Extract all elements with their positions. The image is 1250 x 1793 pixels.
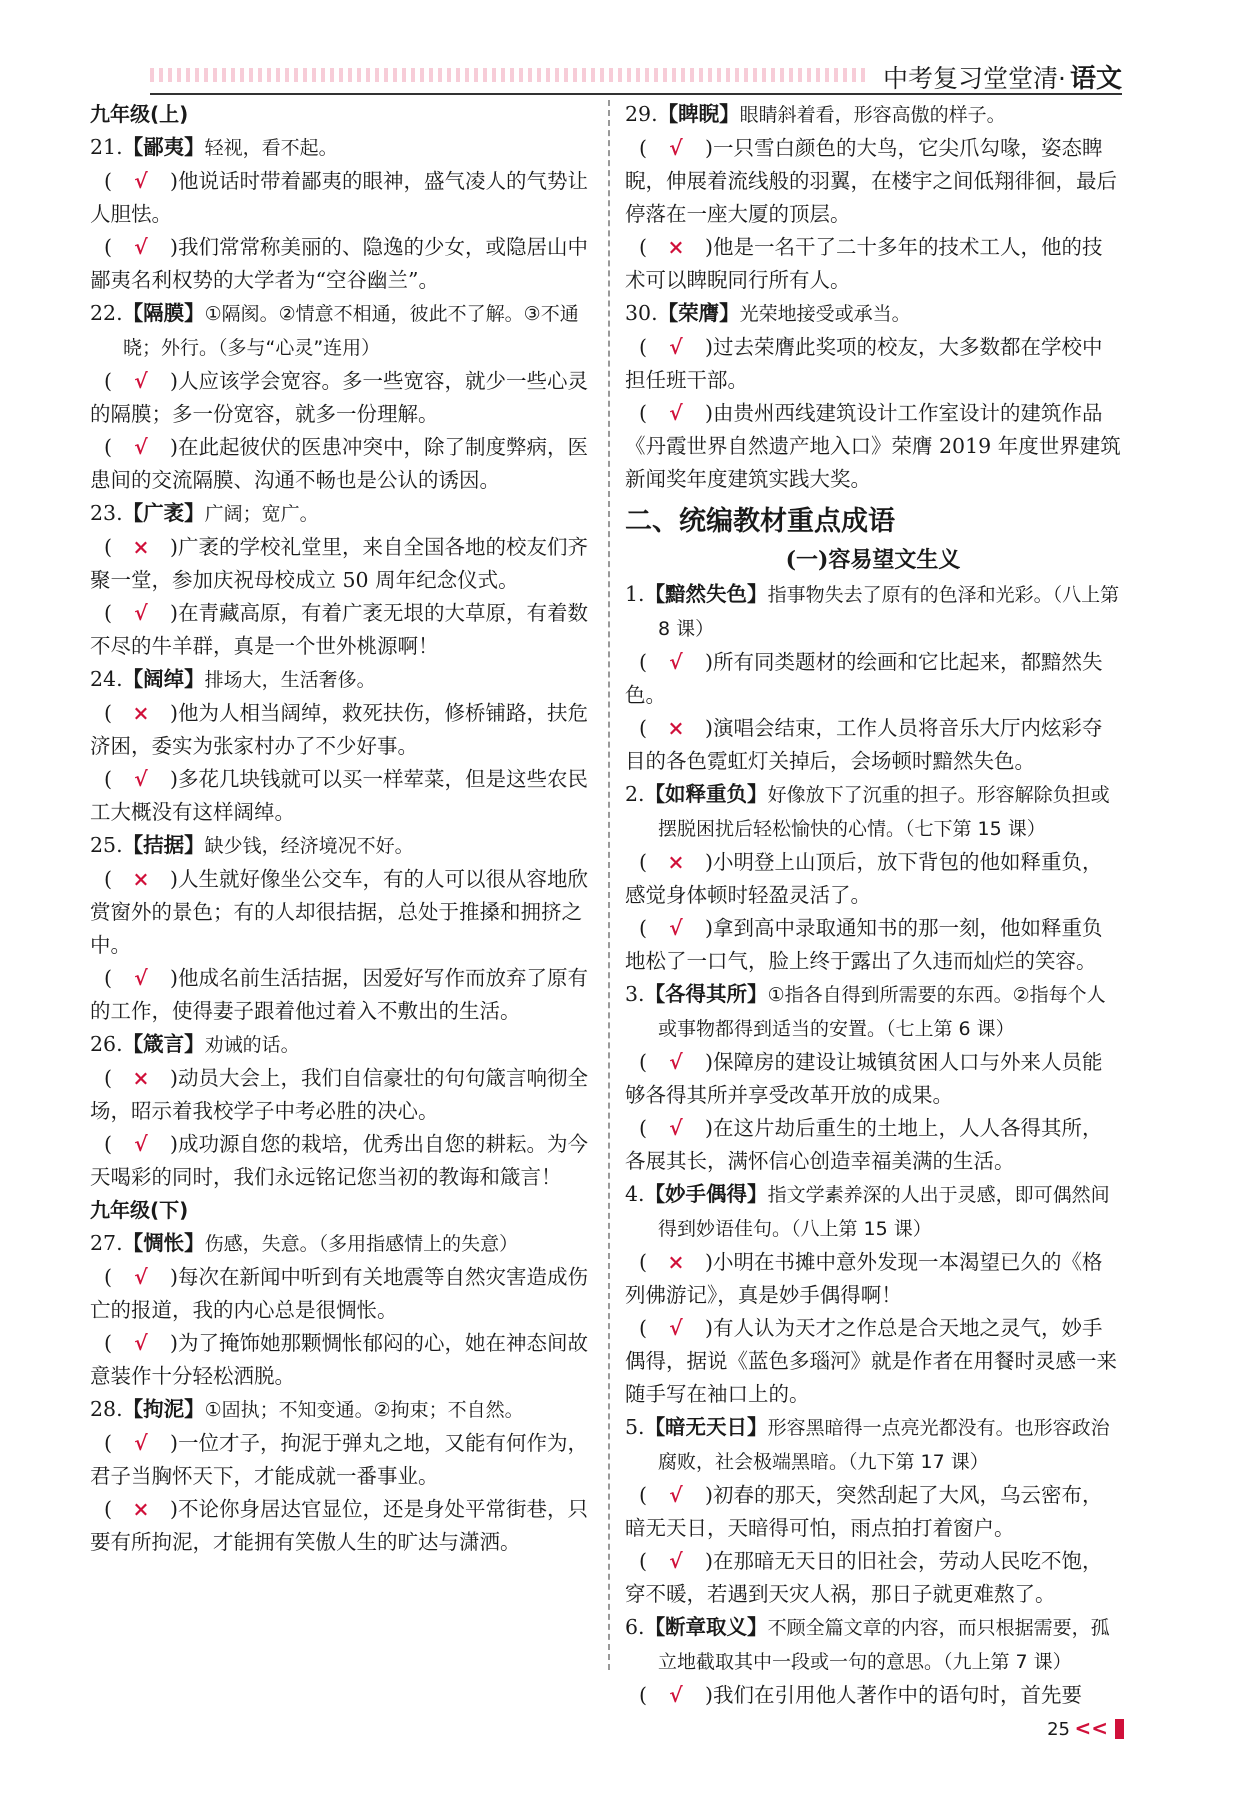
example-sentence (625, 1479, 1121, 1545)
idiom-entry (625, 98, 1121, 132)
entry-number: 25. (90, 833, 123, 857)
example-sentence (625, 846, 1121, 912)
example-sentence (90, 763, 602, 829)
idiom-term: 【荣膺】 (657, 301, 740, 325)
example-sentence (625, 1112, 1121, 1178)
idiom-definition: 广阔；宽广。 (204, 503, 319, 525)
idiom-term: 【鄙夷】 (122, 135, 205, 159)
example-text: 在青藏高原，有着广袤无垠的大草原，有着数不尽的牛羊群，真是一个世外桃源啊！ (90, 601, 588, 658)
example-sentence (625, 331, 1121, 397)
check-mark-icon: √ (134, 369, 148, 393)
entry-number: 28. (90, 1397, 123, 1421)
example-sentence (625, 1046, 1121, 1112)
example-sentence (90, 431, 602, 497)
answer-paren: ( √ ) (639, 1316, 713, 1340)
answer-paren: ( √ ) (104, 966, 178, 990)
cross-mark-icon: × (132, 867, 150, 891)
idiom-term: 【暗无天日】 (644, 1415, 768, 1439)
cross-mark-icon: × (132, 1066, 150, 1090)
entry-number: 29. (625, 102, 658, 126)
answer-paren: ( √ ) (639, 650, 713, 674)
example-sentence (625, 712, 1121, 778)
example-sentence (90, 597, 602, 663)
check-mark-icon: √ (669, 335, 683, 359)
entry-number: 6. (625, 1615, 645, 1639)
answer-paren: ( √ ) (639, 1683, 713, 1707)
page-arrows-icon: << (1074, 1716, 1108, 1740)
grade-heading: 九年级(上) (90, 102, 189, 126)
idiom-definition: 指事物失去了原有的色泽和光彩。（八上第 8 课） (658, 584, 1120, 640)
answer-paren: ( √ ) (104, 767, 178, 791)
example-sentence (625, 646, 1121, 712)
idiom-entry (90, 297, 602, 365)
idiom-entry (90, 497, 602, 531)
example-sentence (90, 231, 602, 297)
idiom-definition: 好像放下了沉重的担子。形容解除负担或摆脱困扰后轻松愉快的心情。（七下第 15 课） (658, 784, 1110, 840)
header-decoration (150, 68, 870, 82)
answer-paren: ( √ ) (104, 1431, 178, 1455)
example-text: 人应该学会宽容。多一些宽容，就少一些心灵的隔膜；多一份宽容，就多一份理解。 (90, 369, 588, 426)
answer-paren: ( √ ) (639, 335, 713, 359)
idiom-entry (90, 663, 602, 697)
page-tab-marker (1115, 1719, 1124, 1739)
header-dot: · (1058, 64, 1066, 93)
check-mark-icon: √ (134, 235, 148, 259)
answer-paren: ( √ ) (104, 369, 178, 393)
cross-mark-icon: × (667, 850, 685, 874)
answer-paren: ( × ) (104, 1066, 178, 1090)
idiom-term: 【妙手偶得】 (644, 1182, 768, 1206)
idiom-definition: ①固执；不知变通。②拘束；不自然。 (204, 1399, 524, 1421)
answer-paren: ( × ) (639, 1250, 713, 1274)
answer-paren: ( × ) (104, 535, 178, 559)
answer-paren: ( √ ) (639, 136, 713, 160)
example-sentence (625, 1679, 1121, 1712)
example-sentence (625, 397, 1121, 496)
answer-paren: ( × ) (104, 867, 178, 891)
idiom-term: 【黯然失色】 (644, 582, 768, 606)
example-text: 不论你身居达官显位，还是身处平常街巷，只要有所拘泥，才能拥有笑傲人生的旷达与潇洒。 (90, 1497, 588, 1554)
example-sentence (90, 1261, 602, 1327)
example-sentence (625, 1312, 1121, 1411)
idiom-term: 【拘泥】 (122, 1397, 205, 1421)
example-text: 保障房的建设让城镇贫困人口与外来人员能够各得其所并享受改革开放的成果。 (625, 1050, 1103, 1107)
answer-paren: ( √ ) (104, 1132, 178, 1156)
idiom-entry (90, 131, 602, 165)
example-text: 我们在引用他人著作中的语句时，首先要 (713, 1683, 1082, 1707)
idiom-definition: 眼睛斜着看，形容高傲的样子。 (739, 104, 1006, 126)
answer-paren: ( √ ) (104, 1265, 178, 1289)
answer-paren: ( √ ) (639, 1116, 713, 1140)
check-mark-icon: √ (669, 1683, 683, 1707)
example-sentence (90, 1128, 602, 1194)
entry-number: 27. (90, 1231, 123, 1255)
subsection-title: (一)容易望文生义 (785, 547, 961, 573)
entry-number: 3. (625, 982, 645, 1006)
answer-paren: ( √ ) (639, 1549, 713, 1573)
check-mark-icon: √ (669, 1483, 683, 1507)
example-text: 演唱会结束，工作人员将音乐大厅内炫彩夺目的各色霓虹灯关掉后，会场顿时黯然失色。 (625, 716, 1103, 773)
example-text: 小明在书摊中意外发现一本渴望已久的《格列佛游记》，真是妙手偶得啊！ (625, 1250, 1103, 1307)
answer-paren: ( × ) (639, 716, 713, 740)
example-sentence (90, 962, 602, 1028)
idiom-entry (90, 1227, 602, 1261)
example-sentence (90, 697, 602, 763)
answer-paren: ( × ) (639, 235, 713, 259)
example-text: 在这片劫后重生的土地上，人人各得其所，各展其长，满怀信心创造幸福美满的生活。 (625, 1116, 1103, 1173)
cross-mark-icon: × (132, 535, 150, 559)
idiom-entry (90, 1393, 602, 1427)
left-column (90, 98, 602, 1559)
header-rule (150, 93, 1122, 95)
example-text: 小明登上山顶后，放下背包的他如释重负，感觉身体顿时轻盈灵活了。 (625, 850, 1103, 907)
entry-number: 22. (90, 301, 123, 325)
example-text: 广袤的学校礼堂里，来自全国各地的校友们齐聚一堂，参加庆祝母校成立 50 周年纪念仪式。 (90, 535, 588, 592)
idiom-definition: 指文学素养深的人出于灵感，即可偶然间得到妙语佳句。（八上第 15 课） (658, 1184, 1110, 1240)
idiom-term: 【箴言】 (122, 1032, 205, 1056)
example-sentence (90, 1493, 602, 1559)
example-text: 人生就好像坐公交车，有的人可以很从容地欣赏窗外的景色；有的人却很拮据，总处于推搡和拥挤之中。 (90, 867, 588, 957)
example-text: 他是一名干了二十多年的技术工人，他的技术可以睥睨同行所有人。 (625, 235, 1103, 292)
example-sentence (90, 1427, 602, 1493)
example-text: 过去荣膺此奖项的校友，大多数都在学校中担任班干部。 (625, 335, 1103, 392)
entry-number: 5. (625, 1415, 645, 1439)
check-mark-icon: √ (134, 435, 148, 459)
entry-number: 30. (625, 301, 658, 325)
cross-mark-icon: × (667, 235, 685, 259)
example-sentence (625, 912, 1121, 978)
right-column (625, 98, 1121, 1712)
check-mark-icon: √ (669, 1549, 683, 1573)
answer-paren: ( √ ) (104, 169, 178, 193)
check-mark-icon: √ (669, 650, 683, 674)
idiom-entry (90, 829, 602, 863)
grade-heading: 九年级(下) (90, 1198, 189, 1222)
cross-mark-icon: × (667, 716, 685, 740)
example-sentence (625, 1545, 1121, 1611)
idiom-entry (625, 297, 1121, 331)
idiom-entry (625, 778, 1121, 846)
example-text: 初春的那天，突然刮起了大风，乌云密布，暗无天日，天暗得可怕，雨点拍打着窗户。 (625, 1483, 1103, 1540)
example-text: 为了掩饰她那颗惆怅郁闷的心，她在神态间故意装作十分轻松洒脱。 (90, 1331, 588, 1388)
example-text: 有人认为天才之作总是合天地之灵气，妙手偶得，据说《蓝色多瑙河》就是作者在用餐时灵感一来随手写在袖口上的。 (625, 1316, 1117, 1406)
answer-paren: ( √ ) (639, 1050, 713, 1074)
idiom-definition: 光荣地接受或承当。 (739, 303, 911, 325)
example-sentence (90, 863, 602, 962)
check-mark-icon: √ (134, 1331, 148, 1355)
check-mark-icon: √ (134, 1431, 148, 1455)
subject-label: 语文 (1069, 64, 1122, 94)
example-text: 每次在新闻中听到有关地震等自然灾害造成伤亡的报道，我的内心总是很惆怅。 (90, 1265, 588, 1322)
idiom-term: 【各得其所】 (644, 982, 768, 1006)
grade-entries (90, 1227, 602, 1559)
example-sentence (90, 165, 602, 231)
example-text: 一只雪白颜色的大鸟，它尖爪勾喙，姿态睥睨，伸展着流线般的羽翼，在楼宇之间低翔徘徊，最后停落在一座大厦的顶层。 (625, 136, 1117, 226)
idiom-definition: 形容黑暗得一点亮光都没有。也形容政治腐败，社会极端黑暗。（九下第 17 课） (658, 1417, 1110, 1473)
answer-paren: ( √ ) (104, 601, 178, 625)
grade-entries (90, 131, 602, 1194)
answer-paren: ( √ ) (639, 1483, 713, 1507)
example-text: 我们常常称美丽的、隐逸的少女，或隐居山中鄙夷名利权势的大学者为“空谷幽兰”。 (90, 235, 588, 292)
example-sentence (625, 132, 1121, 231)
example-text: 在那暗无天日的旧社会，劳动人民吃不饱，穿不暖，若遇到天灾人祸，那日子就更难熬了。 (625, 1549, 1103, 1606)
example-text: 多花几块钱就可以买一样荤菜，但是这些农民工大概没有这样阔绰。 (90, 767, 588, 824)
example-sentence (90, 531, 602, 597)
check-mark-icon: √ (669, 1050, 683, 1074)
idiom-definition: ①指各自得到所需要的东西。②指每个人或事物都得到适当的安置。（七上第 6 课） (658, 984, 1106, 1040)
entry-number: 23. (90, 501, 123, 525)
example-text: 拿到高中录取通知书的那一刻，他如释重负地松了一口气，脸上终于露出了久违而灿烂的笑容。 (625, 916, 1103, 973)
example-text: 由贵州西线建筑设计工作室设计的建筑作品《丹霞世界自然遗产地入口》荣膺 2019 年度世界建筑新闻奖年度建筑实践大奖。 (625, 401, 1121, 491)
example-text: 动员大会上，我们自信豪壮的句句箴言响彻全场，昭示着我校学子中考必胜的决心。 (90, 1066, 588, 1123)
book-title: 中考复习堂堂清 (883, 64, 1059, 93)
right-top-entries (625, 98, 1121, 496)
check-mark-icon: √ (134, 601, 148, 625)
idiom-definition: 排场大，生活奢侈。 (204, 669, 376, 691)
cross-mark-icon: × (132, 1497, 150, 1521)
example-sentence (90, 1062, 602, 1128)
check-mark-icon: √ (669, 916, 683, 940)
answer-paren: ( √ ) (639, 401, 713, 425)
answer-paren: ( × ) (639, 850, 713, 874)
answer-paren: ( × ) (104, 701, 178, 725)
idiom-definition: 不顾全篇文章的内容，而只根据需要，孤立地截取其中一段或一句的意思。（九上第 7 课） (658, 1617, 1110, 1673)
check-mark-icon: √ (669, 1116, 683, 1140)
entry-number: 21. (90, 135, 123, 159)
idiom-entry (625, 1611, 1121, 1679)
entry-number: 4. (625, 1182, 645, 1206)
example-text: 他成名前生活拮据，因爱好写作而放弃了原有的工作，使得妻子跟着他过着入不敷出的生活。 (90, 966, 588, 1023)
idiom-definition: 缺少钱，经济境况不好。 (204, 835, 414, 857)
idiom-term: 【阔绰】 (122, 667, 205, 691)
idiom-term: 【隔膜】 (122, 301, 205, 325)
check-mark-icon: √ (669, 401, 683, 425)
idiom-term: 【如释重负】 (644, 782, 768, 806)
check-mark-icon: √ (134, 767, 148, 791)
check-mark-icon: √ (134, 1265, 148, 1289)
idiom-term: 【睥睨】 (657, 102, 740, 126)
idiom-entry (625, 978, 1121, 1046)
example-text: 一位才子，拘泥于弹丸之地，又能有何作为，君子当胸怀天下，才能成就一番事业。 (90, 1431, 588, 1488)
book-header (883, 58, 1122, 95)
example-text: 所有同类题材的绘画和它比起来，都黯然失色。 (625, 650, 1103, 707)
check-mark-icon: √ (134, 966, 148, 990)
cross-mark-icon: × (667, 1250, 685, 1274)
check-mark-icon: √ (669, 1316, 683, 1340)
entry-number: 2. (625, 782, 645, 806)
idiom-term: 【广袤】 (122, 501, 205, 525)
example-sentence (90, 1327, 602, 1393)
example-text: 在此起彼伏的医患冲突中，除了制度弊病，医患间的交流隔膜、沟通不畅也是公认的诱因。 (90, 435, 588, 492)
example-sentence (625, 231, 1121, 297)
idiom-entry (625, 1411, 1121, 1479)
answer-paren: ( √ ) (639, 916, 713, 940)
entry-number: 26. (90, 1032, 123, 1056)
idiom-entry (625, 578, 1121, 646)
idiom-term: 【惆怅】 (122, 1231, 205, 1255)
cross-mark-icon: × (132, 701, 150, 725)
example-text: 他为人相当阔绰，救死扶伤，修桥铺路，扶危济困，委实为张家村办了不少好事。 (90, 701, 588, 758)
idiom-entry (90, 1028, 602, 1062)
entry-number: 24. (90, 667, 123, 691)
idiom-term: 【断章取义】 (644, 1615, 768, 1639)
example-text: 成功源自您的栽培，优秀出自您的耕耘。为今天喝彩的同时，我们永远铭记您当初的教诲和箴言！ (90, 1132, 588, 1189)
idiom-definition: 伤感，失意。（多用指感情上的失意） (204, 1233, 519, 1255)
check-mark-icon: √ (134, 1132, 148, 1156)
example-text: 他说话时带着鄙夷的眼神，盛气凌人的气势让人胆怯。 (90, 169, 588, 226)
answer-paren: ( √ ) (104, 235, 178, 259)
idiom-entry (625, 1178, 1121, 1246)
answer-paren: ( √ ) (104, 1331, 178, 1355)
check-mark-icon: √ (134, 169, 148, 193)
entry-number: 1. (625, 582, 645, 606)
idiom-definition: 劝诫的话。 (204, 1034, 300, 1056)
page-number: 25 (1047, 1719, 1070, 1740)
answer-paren: ( √ ) (104, 435, 178, 459)
check-mark-icon: √ (669, 136, 683, 160)
idiom-term: 【拮据】 (122, 833, 205, 857)
column-divider (608, 100, 610, 1670)
idiom-definition: ①隔阂。②情意不相通，彼此不了解。③不通晓；外行。（多与“心灵”连用） (123, 303, 579, 359)
example-sentence (90, 365, 602, 431)
example-sentence (625, 1246, 1121, 1312)
right-bottom-entries (625, 578, 1121, 1712)
idiom-definition: 轻视，看不起。 (204, 137, 338, 159)
section-title: 二、统编教材重点成语 (625, 506, 895, 537)
answer-paren: ( × ) (104, 1497, 178, 1521)
